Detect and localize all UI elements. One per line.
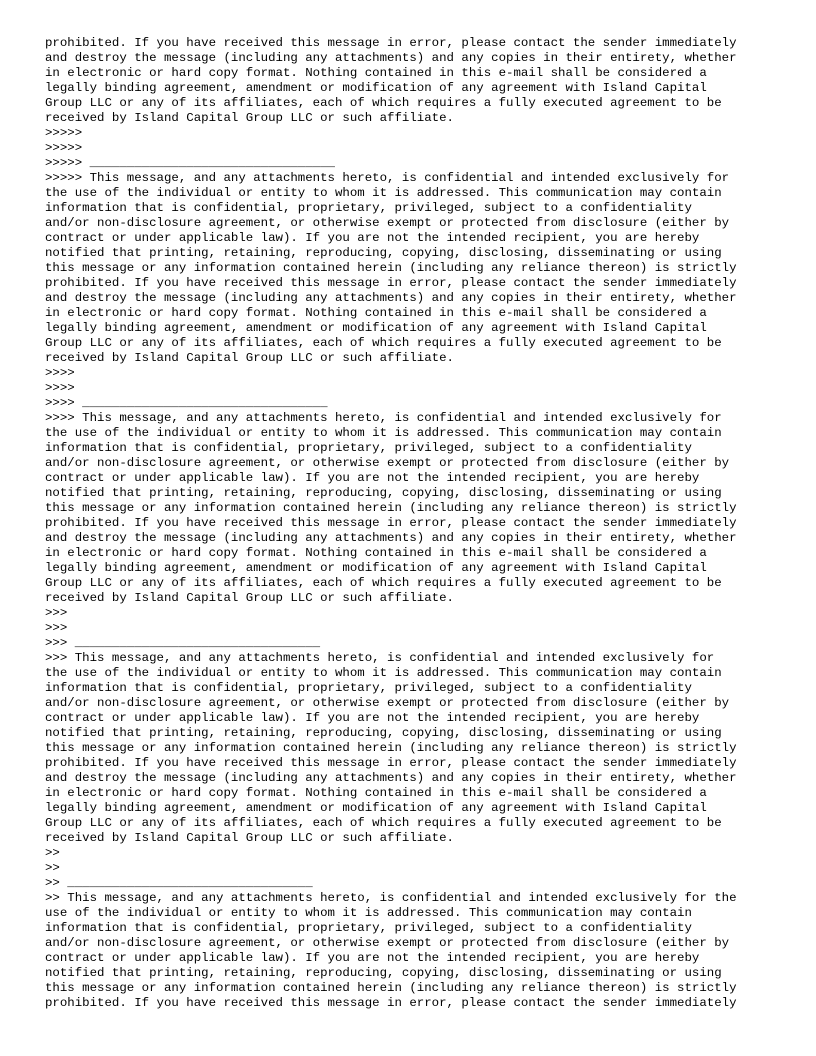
text-line: prohibited. If you have received this message in error, please contact the sender immediately	[45, 36, 737, 50]
text-line: >>	[45, 846, 60, 860]
text-line: and destroy the message (including any attachments) and any copies in their entirety, whether	[45, 291, 737, 305]
text-line: >> _________________________________	[45, 876, 313, 890]
text-line: in electronic or hard copy format. Nothing contained in this e-mail shall be considered a	[45, 786, 707, 800]
text-line: prohibited. If you have received this message in error, please contact the sender immediately	[45, 996, 737, 1010]
text-line: notified that printing, retaining, reproducing, copying, disclosing, disseminating or using	[45, 486, 722, 500]
email-body-text	[45, 36, 785, 1011]
text-line: information that is confidential, proprietary, privileged, subject to a confidentiality	[45, 201, 692, 215]
text-line: notified that printing, retaining, reproducing, copying, disclosing, disseminating or using	[45, 966, 722, 980]
text-line: and/or non-disclosure agreement, or otherwise exempt or protected from disclosure (either by	[45, 456, 730, 470]
text-line: this message or any information contained herein (including any reliance thereon) is strictly	[45, 981, 737, 995]
text-line: prohibited. If you have received this message in error, please contact the sender immediately	[45, 756, 737, 770]
text-line: legally binding agreement, amendment or modification of any agreement with Island Capital	[45, 801, 707, 815]
text-line: the use of the individual or entity to whom it is addressed. This communication may contain	[45, 426, 722, 440]
text-line: this message or any information contained herein (including any reliance thereon) is strictly	[45, 741, 737, 755]
text-line: received by Island Capital Group LLC or such affiliate.	[45, 351, 454, 365]
text-line: received by Island Capital Group LLC or such affiliate.	[45, 831, 454, 845]
text-line: contract or under applicable law). If you are not the intended recipient, you are hereby	[45, 951, 700, 965]
text-line: in electronic or hard copy format. Nothing contained in this e-mail shall be considered a	[45, 306, 707, 320]
text-line: received by Island Capital Group LLC or such affiliate.	[45, 111, 454, 125]
text-line: >>>>>	[45, 141, 83, 155]
text-line: >>> This message, and any attachments hereto, is confidential and intended exclusively for	[45, 651, 715, 665]
text-line: legally binding agreement, amendment or modification of any agreement with Island Capital	[45, 321, 707, 335]
text-line: and destroy the message (including any attachments) and any copies in their entirety, whether	[45, 771, 737, 785]
text-line: Group LLC or any of its affiliates, each of which requires a fully executed agreement to be	[45, 816, 722, 830]
text-line: contract or under applicable law). If you are not the intended recipient, you are hereby	[45, 231, 700, 245]
text-line: use of the individual or entity to whom it is addressed. This communication may contain	[45, 906, 692, 920]
text-line: information that is confidential, proprietary, privileged, subject to a confidentiality	[45, 681, 692, 695]
text-line: >>>	[45, 606, 68, 620]
text-line: >>	[45, 861, 60, 875]
text-line: >>>>> This message, and any attachments hereto, is confidential and intended exclusively for	[45, 171, 730, 185]
text-line: in electronic or hard copy format. Nothing contained in this e-mail shall be considered a	[45, 546, 707, 560]
text-line: >>>>	[45, 366, 75, 380]
text-line: and/or non-disclosure agreement, or otherwise exempt or protected from disclosure (either by	[45, 216, 730, 230]
text-line: this message or any information contained herein (including any reliance thereon) is strictly	[45, 261, 737, 275]
text-line: and destroy the message (including any attachments) and any copies in their entirety, whether	[45, 531, 737, 545]
text-line: >>>>> _________________________________	[45, 156, 335, 170]
text-line: >> This message, and any attachments hereto, is confidential and intended exclusively for the	[45, 891, 737, 905]
text-line: Group LLC or any of its affiliates, each of which requires a fully executed agreement to be	[45, 576, 722, 590]
text-line: received by Island Capital Group LLC or such affiliate.	[45, 591, 454, 605]
text-line: >>>	[45, 621, 68, 635]
text-line: >>> _________________________________	[45, 636, 321, 650]
text-line: >>>> This message, and any attachments hereto, is confidential and intended exclusively for	[45, 411, 722, 425]
text-line: in electronic or hard copy format. Nothing contained in this e-mail shall be considered a	[45, 66, 707, 80]
text-line: legally binding agreement, amendment or modification of any agreement with Island Capital	[45, 561, 707, 575]
text-line: >>>>	[45, 381, 75, 395]
text-line: notified that printing, retaining, reproducing, copying, disclosing, disseminating or using	[45, 726, 722, 740]
text-line: >>>> _________________________________	[45, 396, 328, 410]
text-line: prohibited. If you have received this message in error, please contact the sender immediately	[45, 516, 737, 530]
text-line: the use of the individual or entity to whom it is addressed. This communication may contain	[45, 186, 722, 200]
text-line: the use of the individual or entity to whom it is addressed. This communication may contain	[45, 666, 722, 680]
text-line: Group LLC or any of its affiliates, each of which requires a fully executed agreement to be	[45, 96, 722, 110]
text-line: >>>>>	[45, 126, 83, 140]
text-line: prohibited. If you have received this message in error, please contact the sender immediately	[45, 276, 737, 290]
text-line: Group LLC or any of its affiliates, each of which requires a fully executed agreement to be	[45, 336, 722, 350]
text-line: legally binding agreement, amendment or modification of any agreement with Island Capital	[45, 81, 707, 95]
text-line: information that is confidential, proprietary, privileged, subject to a confidentiality	[45, 921, 692, 935]
text-line: and/or non-disclosure agreement, or otherwise exempt or protected from disclosure (either by	[45, 696, 730, 710]
text-line: information that is confidential, proprietary, privileged, subject to a confidentiality	[45, 441, 692, 455]
text-line: this message or any information contained herein (including any reliance thereon) is strictly	[45, 501, 737, 515]
text-line: contract or under applicable law). If you are not the intended recipient, you are hereby	[45, 471, 700, 485]
text-line: contract or under applicable law). If you are not the intended recipient, you are hereby	[45, 711, 700, 725]
text-line: and destroy the message (including any attachments) and any copies in their entirety, whether	[45, 51, 737, 65]
text-line: notified that printing, retaining, reproducing, copying, disclosing, disseminating or using	[45, 246, 722, 260]
text-line: and/or non-disclosure agreement, or otherwise exempt or protected from disclosure (either by	[45, 936, 730, 950]
